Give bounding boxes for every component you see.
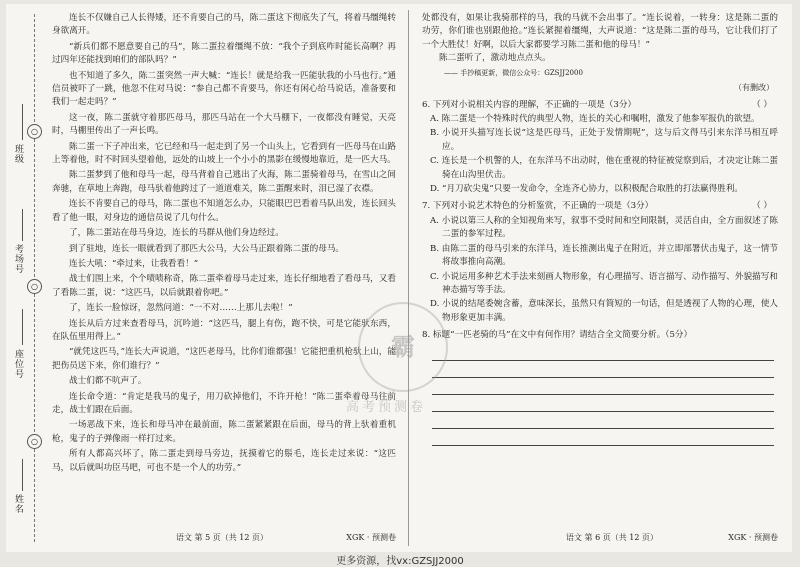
story-paragraph: 战士们都不吭声了。 [69,376,147,387]
gutter-fill-line [22,309,23,345]
page-5 [46,4,402,552]
gutter-label-room: 考场号 [13,244,23,274]
binding-hole-bottom: ○ [27,434,42,449]
page-footer [416,532,784,544]
answer-line[interactable] [432,378,774,395]
page-number: 语文 第 6 页（共 12 页） [566,533,658,542]
page-divider [408,10,409,546]
gutter-label-name: 姓名 [13,494,23,514]
source-note: （有删改） [734,82,774,92]
question-7-option: B. 由陈二蛋的母马引来的东洋马，连长推测出鬼子在附近，并立即部署伏击鬼子，这一情节将故事推向高潮。 [430,243,778,268]
question-8-stem: 8. 标题“一匹老骑的马”在文中有何作用？请结合全文简要分析。（5分） [422,330,693,341]
story-paragraph: 了，陈二蛋站在母马身边，连长的马群从他们身边经过。 [69,228,284,239]
story-paragraph: 到了驻地，连长一眼就看到了那匹大公马，大公马正跟着陈二蛋的母马。 [69,243,345,254]
question-7-option: C. 小说运用多种艺术手法来刻画人物形象，有心理描写、语言描写、动作描写、外貌描写和神态描写等手法。 [430,271,778,295]
story-continuation: 处都没有，如果让我骑那样的马，我的马就不会出事了。“连长说着，一转身：这是陈二蛋的功劳，你们谁也别跟他抢。”连长紧握着缰绳，大声说道：“这是陈二蛋的母马，它让我们打了一个大胜仗！好啊，以后大家都要学习陈二蛋和他的母马！” [422,13,778,50]
story-closing: 陈二蛋听了，激动地点点头。 [439,53,551,64]
gutter-fill-line [22,104,23,140]
story-paragraph: 连长大吼：“牵过来，让我看看！” [69,258,199,269]
story-paragraph: 战士们围上来，个个啧啧称奇，陈二蛋牵着母马走过来，连长仔细地看了看母马，又看了看陈二蛋，说：“这匹马，以后就跟着你吧。” [52,274,396,298]
answer-line[interactable] [432,429,774,446]
page-footer [46,532,402,544]
gutter-fill-line [22,209,23,241]
story-text [52,12,396,477]
answer-line[interactable] [432,344,774,361]
answer-line[interactable] [432,395,774,412]
answer-bracket[interactable]: （ ） [752,99,772,110]
gutter-label-seat: 座位号 [13,349,23,379]
question-6-option: B. 小说开头描写连长说“这是匹母马，正处于发情期呢”，这与后文得马引来东洋马相互呼应。 [430,128,778,152]
question-6-option: A. 陈二蛋是一个特殊时代的典型人物，连长的关心和嘱咐，激发了他参军报仇的欲望。 [430,114,760,125]
page-6 [416,4,784,552]
story-paragraph: 了，连长一脸惊讶，忽然问道：“一不对……上那儿去啦！” [69,303,293,314]
binding-gutter [6,4,46,552]
watermark-seal: 霸 [358,302,448,392]
bottom-resource-note: 更多资源，找vx:GZSJJ2000 [336,556,464,567]
question-6-option: D. “月刀砍尖鬼”只要一发命令，全连齐心协力，以积极配合取胜的打法赢得胜利。 [430,184,744,195]
question-7-text: 7. 下列对小说艺术特色的分析鉴赏，不正确的一项是（3分） [422,201,654,212]
exam-tag: XGK · 预测卷 [728,533,778,542]
story-paragraph: 陈二蛋一下子冲出来，它已经和马一起走到了另一个山头上，它看到有一匹母马在山路上等着他，时不时回头望着他，远处的山坡上一个小小的黑影在缓慢地靠近，是一匹大马。 [52,141,396,166]
story-paragraph: 所有人都高兴坏了，陈二蛋走到母马旁边，抚摸着它的鬃毛，连长走过来说：“这匹马，以后就叫功臣马吧，可也不是一个人的功劳。” [52,449,396,473]
story-paragraph: “就凭这匹马，”连长大声说道，“这匹老母马，比你们谁都强！它能把重机枪驮上山，能把伤员送下来，你们谁行？” [52,347,396,371]
story-paragraph: 连长命令道：“肯定是我马的鬼子，用刀砍掉他们，不许开枪！”陈二蛋牵着母马往前走，战士们跟在后面。 [52,391,396,415]
story-paragraph: 这一夜，陈二蛋就守着那匹母马，那匹马站在一个大马棚下，一夜都没有睡觉，天亮时，马棚里传出了一声长鸣。 [52,112,396,137]
questions-block [422,12,778,446]
binding-hole-top: ○ [27,124,42,139]
exam-sheet [6,4,792,552]
story-paragraph: 一场恶战下来，连长和母马冲在最前面，陈二蛋紧紧跟在后面，母马的背上驮着重机枪，鬼子的子弹像雨一样打过来。 [52,420,396,444]
gutter-label-class: 班级 [13,144,23,164]
story-paragraph: 连长不肯要自己的母马，陈二蛋也不知道怎么办，只能眼巴巴看着马队出发，连长回头看了他一眼，对身边的通信员说了几句什么。 [52,199,396,223]
answer-area[interactable] [422,344,778,446]
story-paragraph: 连长不仅嫌自己人长得矮，还不肯要自己的马，陈二蛋这下彻底失了气，将着马缰绳转身欲离开。 [52,13,396,37]
story-signature: —— 手抄稿更新，微信公众号：GZSJJ2000 [444,68,583,77]
binding-hole-middle: ○ [27,279,42,294]
question-7-stem [422,200,778,213]
story-paragraph: “新兵们都不愿意要自己的马”，陈二蛋拉着缰绳不放：“我个子到底咋时能长高啊？再过四年还能找到咱们的部队吗？” [52,41,396,66]
question-6-option: C. 连长是一个机警的人，在东洋马不出动时，他在重视的特征被觉察到后，才决定让陈二蛋骑在山沟里伏击。 [430,156,778,180]
question-6-text: 6. 下列对小说相关内容的理解，不正确的一项是（3分） [422,99,637,110]
answer-line[interactable] [432,412,774,429]
question-7-option: D. 小说的结尾委婉含蓄，意味深长，虽然只有简短的一句话，但是透视了人物的心理，使人物形象更加丰满。 [430,299,778,323]
gutter-fold-line [34,14,35,542]
story-paragraph: 连长从后方过来查看母马，沉吟道：“这匹马，腿上有伤，跑不快，可是它能驮东西，在队伍里用得上。” [52,318,396,342]
page-number: 语文 第 5 页（共 12 页） [176,533,268,542]
story-paragraph: 陈二蛋梦到了他和母马一起，母马背着自己逃出了火海，陈二蛋骑着母马，在雪山之间奔驰，在草地上奔跑，母马驮着他跨过了一道道难关，陈二蛋醒来时，泪已湿了衣襟。 [52,170,396,194]
answer-bracket[interactable]: （ ） [752,201,772,212]
watermark-text: 高考预测卷 [346,400,427,415]
question-6-stem [422,99,778,112]
gutter-fill-line [22,459,23,491]
story-paragraph: 也不知道了多久，陈二蛋突然一声大喊：“连长！就是给我一匹能驮我的小马也行。”通信员被吓了一跳，他忽不住对马说：“参自己都不肯要马，你还有闲心给马说话，准备要和我们一起走吗？” [52,70,396,108]
answer-line[interactable] [432,361,774,378]
question-7-option: A. 小说以第三人称的全知视角来写，叙事不受时间和空间限制，灵活自由，全方面叙述了陈二蛋的参军过程。 [430,215,778,240]
exam-tag: XGK · 预测卷 [346,533,396,542]
